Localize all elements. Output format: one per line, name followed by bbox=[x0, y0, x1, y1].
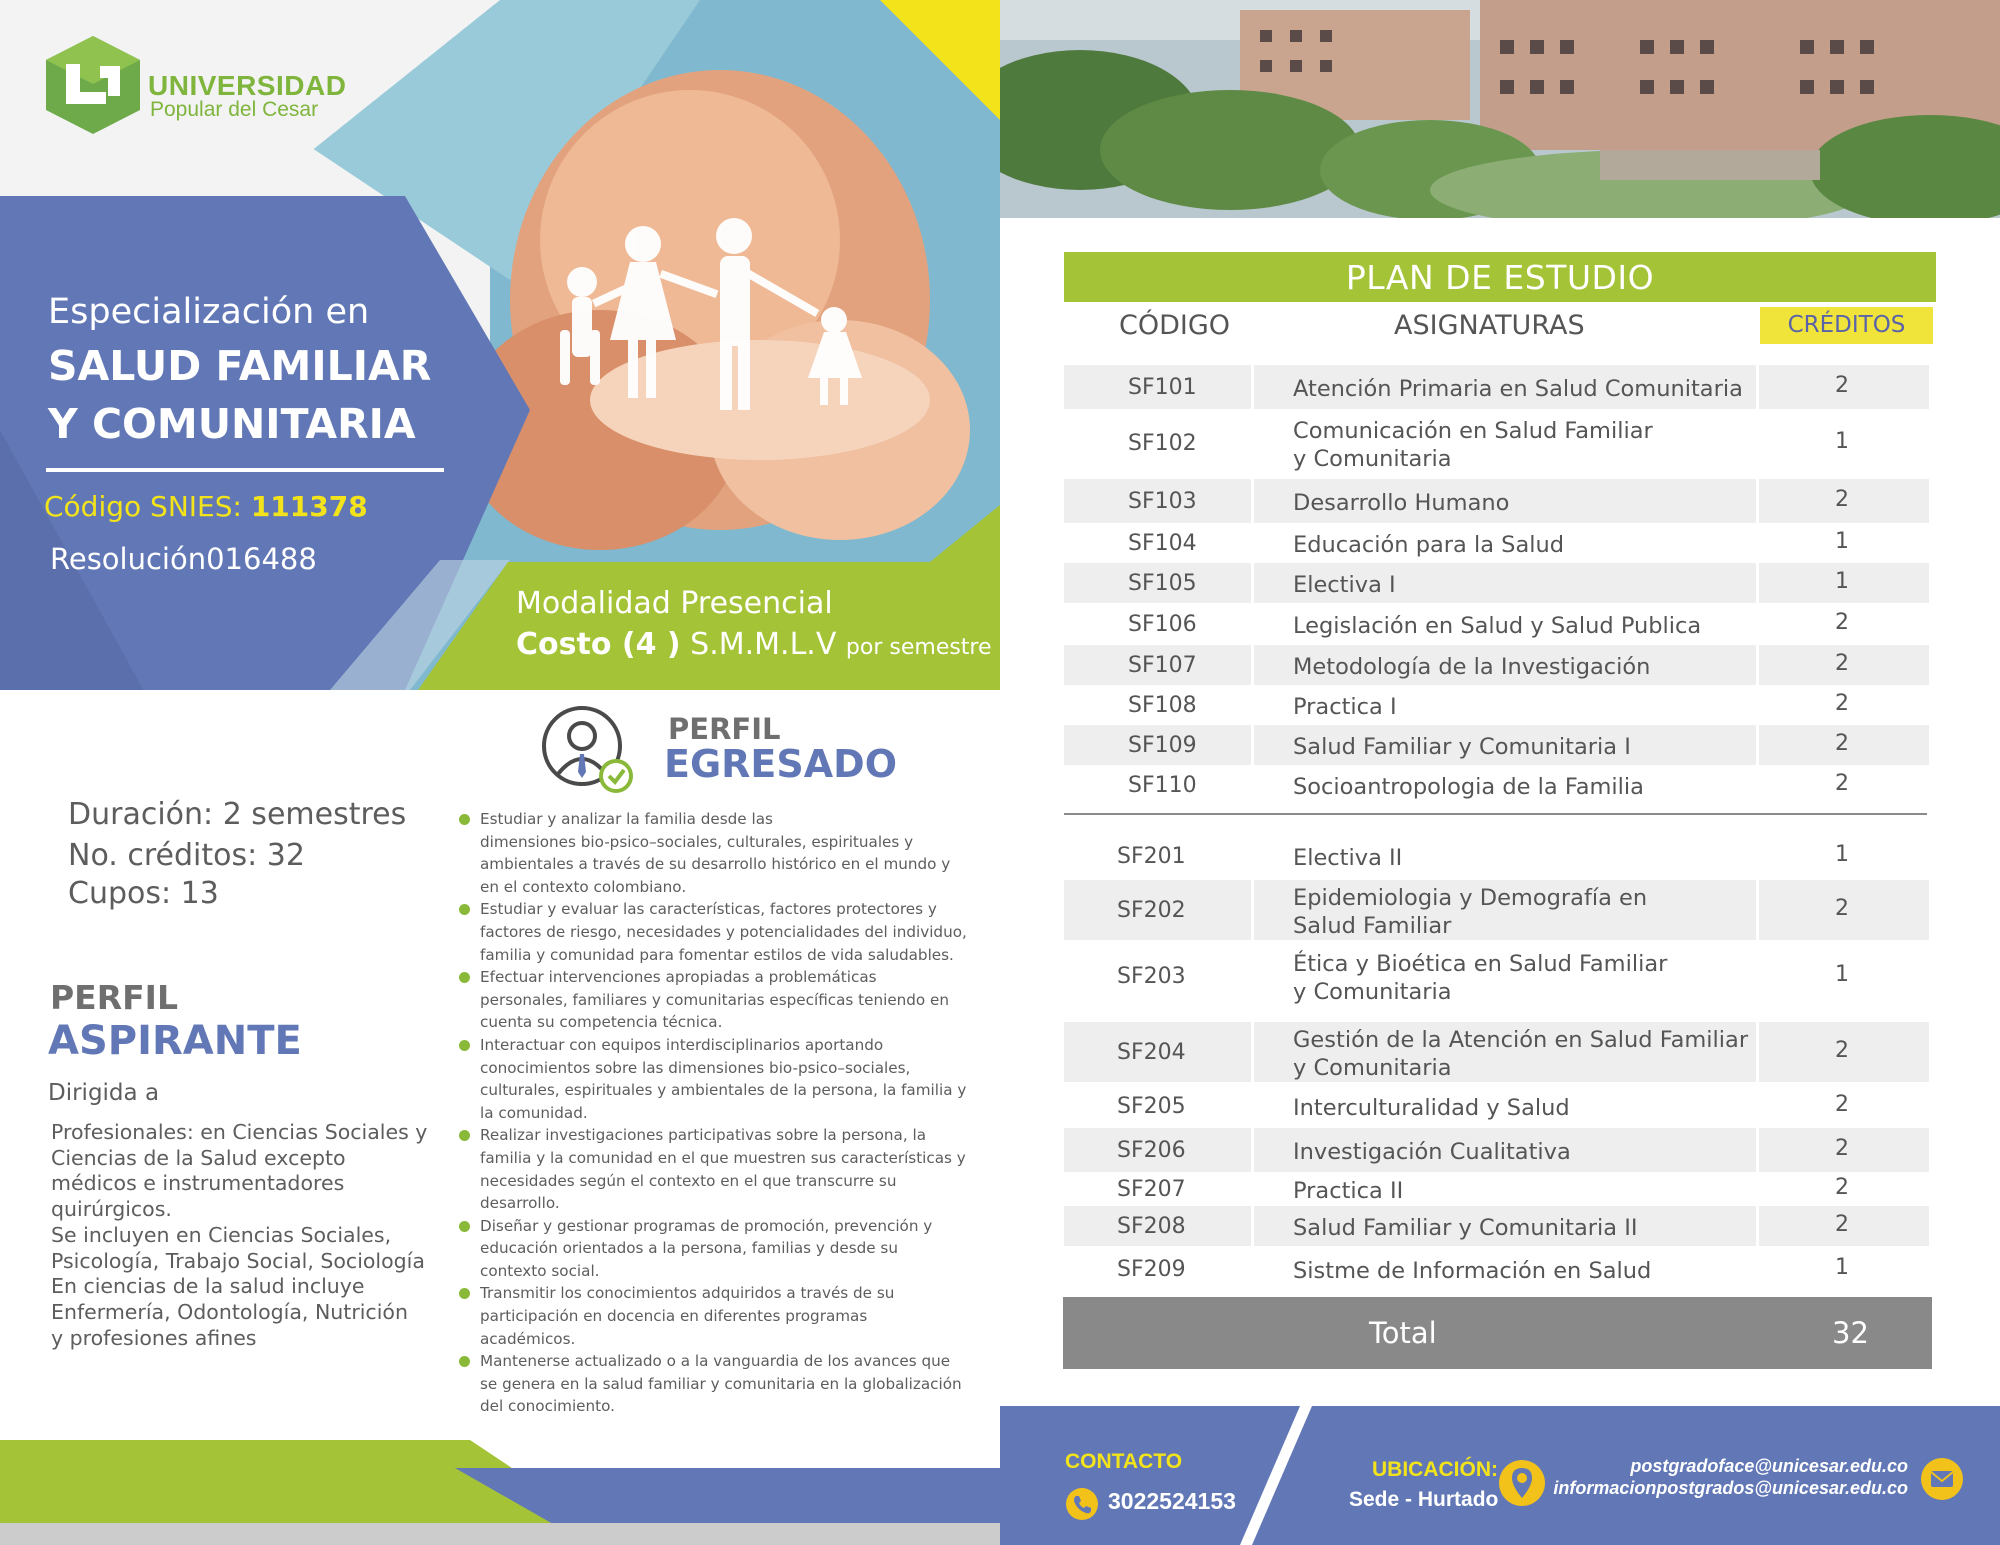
graduate-profile-item bbox=[458, 1350, 978, 1418]
graduate-profile-line: la comunidad. bbox=[480, 1103, 588, 1122]
course-subject bbox=[1293, 693, 1397, 721]
course-subject bbox=[1293, 733, 1631, 761]
right-panel bbox=[1000, 0, 2000, 1545]
graduate-profile-line: familia y la comunidad en el que muestren sus características y bbox=[480, 1148, 966, 1167]
course-subject bbox=[1293, 571, 1396, 599]
campus-photo bbox=[1000, 0, 2000, 218]
course-code: SF206 bbox=[1117, 1138, 1186, 1163]
seats-label: Cupos: bbox=[68, 876, 172, 911]
course-credits: 1 bbox=[1835, 842, 1849, 867]
modality-strip bbox=[418, 562, 1000, 690]
course-subject bbox=[1293, 884, 1647, 940]
course-credits: 2 bbox=[1835, 1092, 1849, 1117]
course-credits: 1 bbox=[1835, 429, 1849, 454]
snies-label: Código SNIES: bbox=[44, 490, 242, 523]
aspirant-description bbox=[51, 1120, 428, 1351]
graduate-profile-line: Realizar investigaciones participativas sobre la persona, la bbox=[480, 1126, 927, 1145]
course-credits: 1 bbox=[1835, 569, 1849, 594]
graduate-title-large: EGRESADO bbox=[664, 742, 897, 786]
course-code: SF102 bbox=[1128, 431, 1197, 456]
plan-title: PLAN DE ESTUDIO bbox=[1345, 258, 1655, 297]
course-subject-line: Electiva I bbox=[1293, 572, 1396, 598]
course-subject bbox=[1293, 1094, 1570, 1122]
program-prefix: Especialización en bbox=[48, 292, 370, 332]
aspirant-line: médicos e instrumentadores bbox=[51, 1171, 345, 1196]
course-subject bbox=[1293, 531, 1564, 559]
graduate-profile-item bbox=[458, 966, 978, 1034]
graduate-profile-line: Diseñar y gestionar programas de promoción, prevención y bbox=[480, 1216, 933, 1235]
column-header-subject: ASIGNATURAS bbox=[1394, 310, 1585, 341]
location-value: Sede - Hurtado bbox=[1349, 1488, 1499, 1511]
course-subject bbox=[1293, 489, 1509, 517]
snies-value: 111378 bbox=[250, 490, 368, 523]
university-subname: Popular del Cesar bbox=[150, 98, 319, 121]
graduate-profile-line: educación orientados a la persona, familias y desde su bbox=[480, 1239, 898, 1258]
course-subject-line: Educación para la Salud bbox=[1293, 532, 1565, 558]
course-code: SF109 bbox=[1128, 733, 1197, 758]
course-subject bbox=[1293, 844, 1402, 872]
course-subject-line: Interculturalidad y Salud bbox=[1293, 1095, 1570, 1121]
email-2[interactable]: informacionpostgrados@unicesar.edu.co bbox=[1553, 1478, 1908, 1498]
course-code: SF105 bbox=[1128, 571, 1197, 596]
resolution-label: Resolución bbox=[50, 542, 207, 576]
resolution bbox=[50, 542, 317, 576]
graduate-profile-item bbox=[458, 1124, 978, 1214]
graduate-profile-line: Estudiar y analizar la familia desde las bbox=[480, 810, 773, 828]
graduate-profile-item bbox=[458, 1282, 978, 1350]
aspirant-line: En ciencias de la salud incluye bbox=[51, 1274, 365, 1299]
course-subject bbox=[1293, 773, 1644, 801]
aspirant-line: Se incluyen en Ciencias Sociales, bbox=[51, 1222, 392, 1247]
course-code: SF104 bbox=[1128, 531, 1197, 556]
course-subject-line: Investigación Cualitativa bbox=[1293, 1139, 1571, 1165]
graduate-profile-item bbox=[458, 808, 978, 898]
graduate-profile-list bbox=[458, 808, 978, 1418]
course-subject-line: Socioantropologia de la Familia bbox=[1293, 774, 1644, 800]
aspirant-line: Psicología, Trabajo Social, Sociología bbox=[51, 1248, 425, 1273]
graduate-profile-line: familia y comunidad para fomentar estilos de vida saludables. bbox=[480, 945, 954, 964]
graduate-profile-line: cuenta su competencia técnica. bbox=[480, 1013, 723, 1032]
course-code: SF202 bbox=[1117, 898, 1186, 923]
graduate-profile-line: Efectuar intervenciones apropiadas a problemáticas bbox=[480, 968, 877, 987]
course-credits: 2 bbox=[1835, 1136, 1849, 1161]
course-code: SF106 bbox=[1128, 612, 1197, 637]
cost-suffix: por semestre bbox=[845, 635, 992, 660]
column-header-code: CÓDIGO bbox=[1119, 310, 1231, 341]
seats bbox=[68, 876, 219, 911]
course-subject bbox=[1293, 1214, 1638, 1242]
graduate-profile-item bbox=[458, 1215, 978, 1283]
location-pin-icon bbox=[1498, 1458, 1546, 1508]
graduate-profile-line: participación en docencia en diferentes programas bbox=[480, 1307, 868, 1326]
course-code: SF107 bbox=[1128, 653, 1197, 678]
course-subject-line: Ética y Bioética en Salud Familiar bbox=[1293, 951, 1668, 977]
course-subject-line: Desarrollo Humano bbox=[1293, 490, 1510, 516]
course-credits: 2 bbox=[1835, 1038, 1849, 1063]
course-subject-line: Comunicación en Salud Familiar bbox=[1293, 418, 1653, 444]
course-subject-line: y Comunitaria bbox=[1293, 1055, 1452, 1081]
course-credits: 1 bbox=[1835, 1255, 1849, 1280]
course-credits: 2 bbox=[1835, 691, 1849, 716]
program-title-line2: Y COMUNITARIA bbox=[48, 400, 416, 448]
total-label: Total bbox=[1369, 1316, 1437, 1350]
cost-label: Costo (4 ) bbox=[516, 627, 681, 662]
course-credits: 2 bbox=[1835, 1175, 1849, 1200]
course-code: SF209 bbox=[1117, 1257, 1186, 1282]
graduate-profile-line: personales, familiares y comunitarias específicas teniendo en bbox=[480, 990, 950, 1009]
course-code: SF205 bbox=[1117, 1094, 1186, 1119]
course-credits: 2 bbox=[1835, 771, 1849, 796]
graduate-profile-line: dimensiones bio-psico–sociales, culturales, espirituales y bbox=[480, 832, 914, 851]
graduate-profile-line: culturales, espirituales y ambientales de la persona, la familia y bbox=[480, 1081, 967, 1100]
course-credits: 2 bbox=[1835, 1212, 1849, 1237]
graduate-profile-line: necesidades según el contexto en el que transcurre su bbox=[480, 1171, 897, 1190]
course-subject-line: Legislación en Salud y Salud Publica bbox=[1293, 613, 1702, 639]
graduate-profile-line: Transmitir los conocimientos adquiridos a través de su bbox=[480, 1284, 895, 1303]
course-credits: 2 bbox=[1835, 487, 1849, 512]
course-subject-line: y Comunitaria bbox=[1293, 446, 1452, 472]
column-header-credits: CRÉDITOS bbox=[1760, 307, 1933, 344]
course-code: SF201 bbox=[1117, 844, 1186, 869]
course-code: SF208 bbox=[1117, 1214, 1186, 1239]
course-code: SF103 bbox=[1128, 489, 1197, 514]
course-subject bbox=[1293, 1257, 1651, 1285]
course-code: SF108 bbox=[1128, 693, 1197, 718]
course-subject-line: Metodología de la Investigación bbox=[1293, 654, 1651, 680]
email-icon bbox=[1920, 1457, 1964, 1501]
course-code: SF203 bbox=[1117, 964, 1186, 989]
course-subject-line: Salud Familiar y Comunitaria I bbox=[1293, 734, 1631, 760]
aspirant-line: Ciencias de la Salud excepto bbox=[51, 1145, 346, 1170]
location-label: UBICACIÓN: bbox=[1372, 1458, 1498, 1481]
graduate-profile-icon bbox=[540, 704, 634, 794]
contact-label: CONTACTO bbox=[1065, 1450, 1183, 1473]
course-subject-line: Sistme de Información en Salud bbox=[1293, 1258, 1652, 1284]
course-subject-line: Salud Familiar bbox=[1293, 913, 1452, 939]
aspirant-line: Profesionales: en Ciencias Sociales y bbox=[51, 1120, 428, 1144]
graduate-profile-line: conocimientos sobre las dimensiones bio-psico–sociales, bbox=[480, 1058, 911, 1077]
course-subject bbox=[1293, 950, 1667, 1006]
course-subject bbox=[1293, 375, 1743, 403]
course-credits: 2 bbox=[1835, 373, 1849, 398]
phone-number[interactable]: 3022524153 bbox=[1108, 1488, 1236, 1514]
course-subject bbox=[1293, 653, 1650, 681]
university-logo bbox=[46, 36, 140, 134]
program-title-line1: SALUD FAMILIAR bbox=[48, 342, 432, 390]
course-credits: 2 bbox=[1835, 731, 1849, 756]
phone-icon bbox=[1065, 1487, 1099, 1521]
graduate-profile-line: se genera en la salud familiar y comunitaria en la globalización bbox=[480, 1374, 962, 1393]
course-subject bbox=[1293, 417, 1653, 473]
aspirant-line: Enfermería, Odontología, Nutrición bbox=[51, 1299, 408, 1324]
duration-value: 2 semestres bbox=[222, 797, 407, 832]
course-subject-line: Atención Primaria en Salud Comunitaria bbox=[1293, 376, 1743, 402]
course-subject bbox=[1293, 1026, 1748, 1082]
graduate-profile-line: Mantenerse actualizado o a la vanguardia de los avances que bbox=[480, 1352, 951, 1371]
duration-label: Duración: bbox=[68, 797, 214, 832]
course-credits: 1 bbox=[1835, 962, 1849, 987]
resolution-value: 016488 bbox=[206, 542, 317, 576]
graduate-profile-line: Interactuar con equipos interdisciplinarios aportando bbox=[480, 1035, 884, 1054]
course-code: SF101 bbox=[1128, 375, 1197, 400]
course-subject-line: Gestión de la Atención en Salud Familiar bbox=[1293, 1027, 1749, 1053]
graduate-profile-line: desarrollo. bbox=[480, 1194, 560, 1213]
graduate-profile-line: ambientales a través de su desarrollo histórico en el mundo y bbox=[480, 855, 951, 874]
semester-divider bbox=[1064, 813, 1927, 815]
aspirant-title-small: PERFIL bbox=[50, 978, 178, 1017]
graduate-profile-item bbox=[458, 1034, 978, 1124]
university-name: UNIVERSIDAD bbox=[148, 70, 347, 101]
course-subject bbox=[1293, 612, 1701, 640]
credits-value: 32 bbox=[266, 838, 305, 873]
course-code: SF207 bbox=[1117, 1177, 1186, 1202]
cost-line bbox=[516, 627, 992, 662]
aspirant-subtitle: Dirigida a bbox=[48, 1080, 160, 1106]
total-bar bbox=[1063, 1297, 1932, 1369]
course-subject-line: Practica I bbox=[1293, 694, 1397, 720]
graduate-profile-line: factores de riesgo, necesidades y potencialidades del individuo, bbox=[480, 922, 967, 941]
credits bbox=[68, 838, 305, 873]
email-1[interactable]: postgradoface@unicesar.edu.co bbox=[1630, 1456, 1908, 1476]
graduate-profile-line: del conocimiento. bbox=[480, 1397, 615, 1416]
course-credits: 2 bbox=[1835, 651, 1849, 676]
graduate-profile-line: en el contexto colombiano. bbox=[480, 877, 687, 896]
graduate-profile-item bbox=[458, 898, 978, 966]
course-subject-line: Electiva II bbox=[1293, 845, 1403, 871]
course-subject-line: Salud Familiar y Comunitaria II bbox=[1293, 1215, 1638, 1241]
aspirant-line: quirúrgicos. bbox=[51, 1197, 172, 1222]
course-subject bbox=[1293, 1177, 1403, 1205]
course-subject-line: Epidemiologia y Demografía en bbox=[1293, 885, 1648, 911]
aspirant-title-large: ASPIRANTE bbox=[48, 1018, 302, 1064]
graduate-profile-line: Estudiar y evaluar las características, factores protectores y bbox=[480, 900, 937, 919]
course-credits: 1 bbox=[1835, 529, 1849, 554]
course-code: SF204 bbox=[1117, 1040, 1186, 1065]
snies-code bbox=[44, 490, 368, 523]
course-credits: 2 bbox=[1835, 610, 1849, 635]
course-subject bbox=[1293, 1138, 1571, 1166]
credits-label: No. créditos: bbox=[68, 838, 258, 873]
graduate-profile-line: académicos. bbox=[480, 1329, 576, 1348]
aspirant-line: y profesiones afines bbox=[51, 1325, 257, 1350]
course-code: SF110 bbox=[1128, 773, 1197, 798]
course-subject-line: y Comunitaria bbox=[1293, 979, 1452, 1005]
course-subject-line: Practica II bbox=[1293, 1178, 1404, 1204]
cost-unit: S.M.M.L.V bbox=[690, 627, 837, 662]
duration bbox=[68, 797, 406, 832]
graduate-profile-line: contexto social. bbox=[480, 1261, 600, 1280]
course-credits: 2 bbox=[1835, 896, 1849, 921]
modality-label: Modalidad Presencial bbox=[516, 586, 833, 621]
seats-value: 13 bbox=[180, 876, 219, 911]
total-value: 32 bbox=[1832, 1316, 1869, 1350]
graduate-title-small: PERFIL bbox=[668, 712, 781, 746]
